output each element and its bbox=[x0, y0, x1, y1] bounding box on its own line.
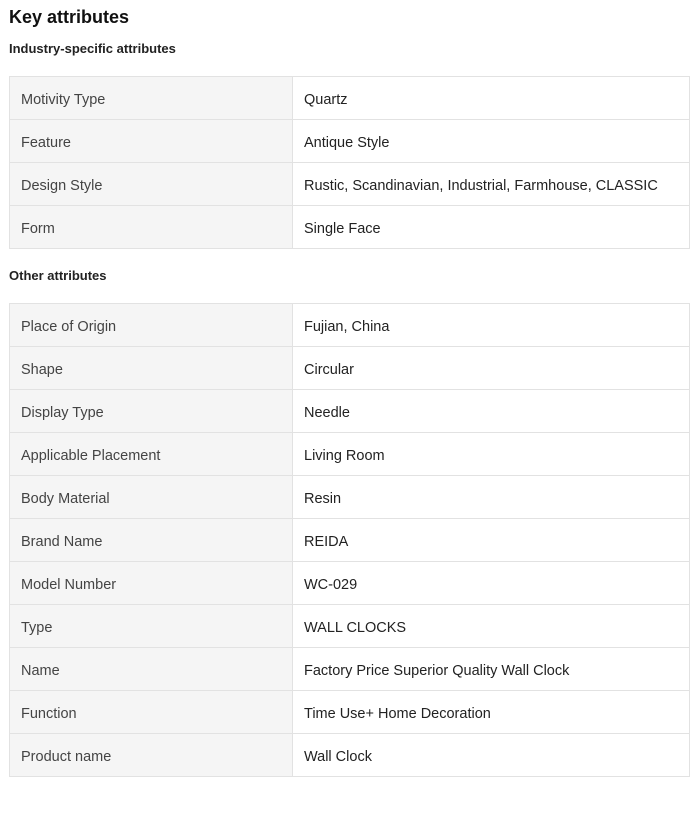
attribute-value: REIDA bbox=[304, 534, 349, 550]
attribute-value: Single Face bbox=[304, 221, 381, 237]
table-row bbox=[10, 390, 689, 433]
attribute-value: Living Room bbox=[304, 448, 385, 464]
attribute-key: Shape bbox=[10, 347, 293, 389]
attribute-key: Name bbox=[10, 648, 293, 690]
attribute-key: Brand Name bbox=[10, 519, 293, 561]
attribute-value: Circular bbox=[304, 362, 354, 378]
attribute-key: Body Material bbox=[10, 476, 293, 518]
table-row bbox=[10, 562, 689, 605]
attribute-value: Resin bbox=[304, 491, 342, 507]
table-row bbox=[10, 120, 689, 163]
table-row bbox=[10, 734, 689, 777]
table-row bbox=[10, 206, 689, 249]
attribute-value: Antique Style bbox=[304, 135, 390, 151]
table-row bbox=[10, 433, 689, 476]
attribute-key: Form bbox=[10, 206, 293, 248]
attribute-key: Applicable Placement bbox=[10, 433, 293, 475]
attribute-key: Place of Origin bbox=[10, 304, 293, 346]
attribute-key: Product name bbox=[10, 734, 293, 776]
table-row bbox=[10, 691, 689, 734]
table-row bbox=[10, 476, 689, 519]
section-heading-industry: Industry-specific attributes bbox=[9, 41, 176, 56]
attribute-value: Wall Clock bbox=[304, 749, 372, 765]
attribute-value: Needle bbox=[304, 405, 350, 421]
attribute-value: WALL CLOCKS bbox=[304, 620, 407, 636]
section-heading-other: Other attributes bbox=[9, 268, 107, 283]
attribute-key: Model Number bbox=[10, 562, 293, 604]
attribute-key: Type bbox=[10, 605, 293, 647]
table-row bbox=[10, 347, 689, 390]
attribute-value: Time Use+ Home Decoration bbox=[304, 706, 491, 722]
other-attributes-table bbox=[9, 303, 690, 777]
table-row bbox=[10, 77, 689, 120]
attribute-value: Fujian, China bbox=[304, 319, 390, 335]
attribute-value: WC-029 bbox=[304, 577, 358, 593]
table-row bbox=[10, 163, 689, 206]
attribute-key: Motivity Type bbox=[10, 77, 293, 119]
attribute-value: Rustic, Scandinavian, Industrial, Farmhouse, CLASSIC bbox=[304, 178, 658, 194]
attribute-key: Function bbox=[10, 691, 293, 733]
table-row bbox=[10, 519, 689, 562]
attribute-key: Display Type bbox=[10, 390, 293, 432]
attribute-value: Factory Price Superior Quality Wall Clock bbox=[304, 663, 570, 679]
table-row bbox=[10, 648, 689, 691]
page-title: Key attributes bbox=[9, 7, 130, 27]
industry-attributes-table bbox=[9, 76, 690, 249]
attribute-key: Design Style bbox=[10, 163, 293, 205]
attribute-key: Feature bbox=[10, 120, 293, 162]
attribute-value: Quartz bbox=[304, 92, 348, 108]
table-row bbox=[10, 605, 689, 648]
table-row bbox=[10, 304, 689, 347]
